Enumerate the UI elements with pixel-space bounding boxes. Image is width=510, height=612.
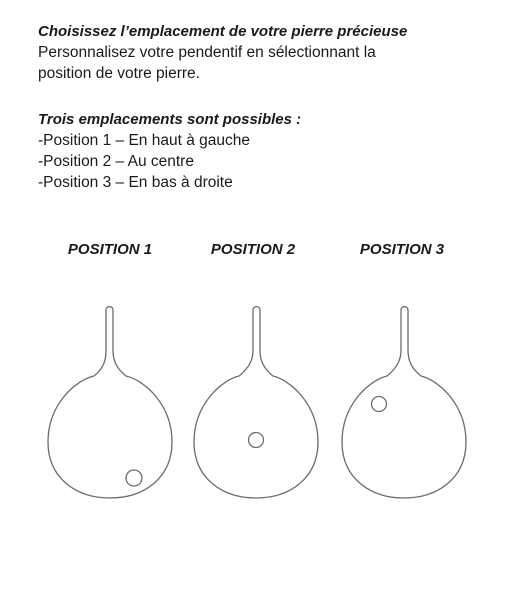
- stone-marker-center: [249, 433, 264, 448]
- option-item-3: -Position 3 – En bas à droite: [38, 174, 233, 191]
- position-3-label: POSITION 3: [359, 241, 445, 258]
- option-item-1: -Position 1 – En haut à gauche: [38, 132, 250, 149]
- pendant-position-1-illustration: [40, 300, 180, 505]
- position-1-label: POSITION 1: [67, 241, 153, 258]
- options-heading: Trois emplacements sont possibles :: [38, 111, 302, 128]
- intro-line-2: position de votre pierre.: [38, 65, 200, 82]
- intro-line-1: Personnalisez votre pendentif en sélectionnant la: [38, 44, 376, 61]
- stone-marker-bottom-right: [126, 470, 142, 486]
- pendant-3-outline: [342, 307, 466, 499]
- intro-heading: Choisissez l’emplacement de votre pierre précieuse: [38, 23, 408, 40]
- pendant-1-outline: [48, 307, 172, 499]
- pendant-2-outline: [194, 307, 318, 499]
- intro-section: [38, 22, 498, 84]
- pendant-position-2-illustration: [186, 300, 326, 505]
- options-section: [38, 110, 498, 193]
- stone-marker-top-left: [372, 397, 387, 412]
- option-item-2: -Position 2 – Au centre: [38, 153, 194, 170]
- position-2-label: POSITION 2: [210, 241, 296, 258]
- pendant-position-3-illustration: [334, 300, 474, 505]
